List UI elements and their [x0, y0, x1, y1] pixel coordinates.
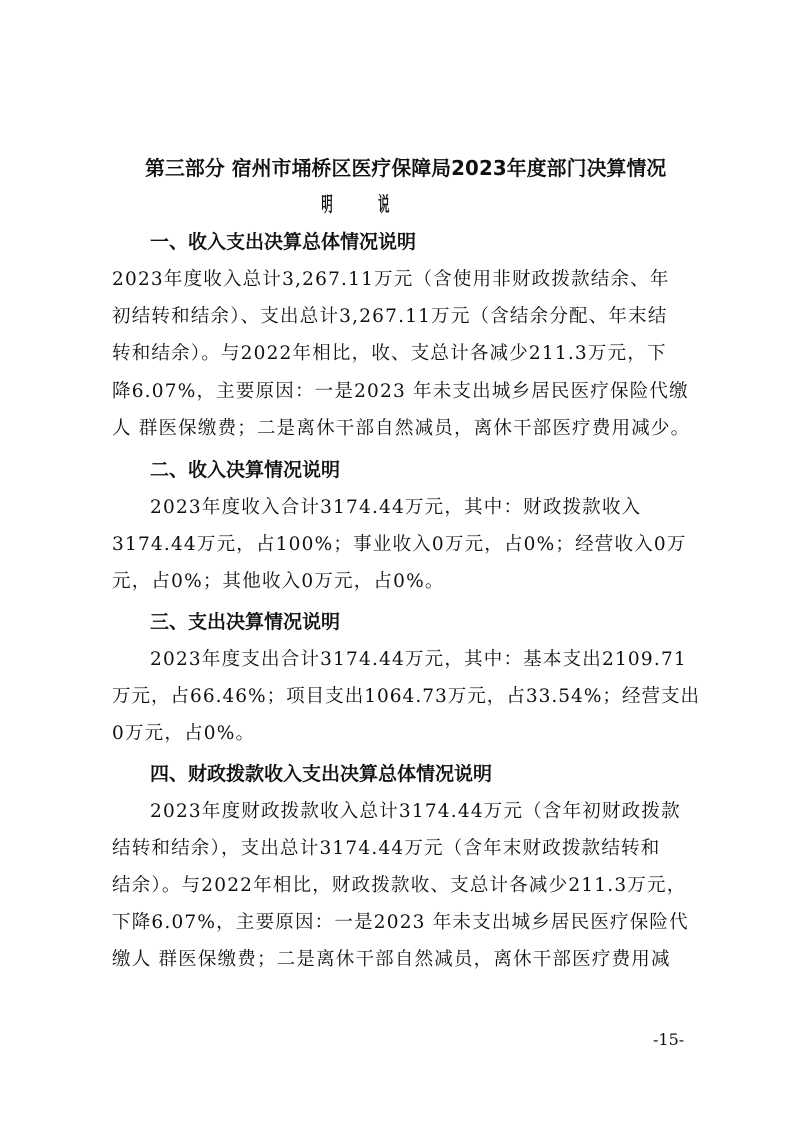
page-title: 第三部分 宿州市埇桥区医疗保障局2023年度部门决算情况	[145, 156, 667, 180]
paragraph-line: 2023年度财政拨款收入总计3174.44万元（含年初财政拨款	[150, 801, 681, 822]
section-heading-3: 三、支出决算情况说明	[150, 611, 341, 633]
section-heading-1: 一、收入支出决算总体情况说明	[150, 231, 417, 253]
paragraph-line: 2023年度收入总计3,267.11万元（含使用非财政拨款结余、年	[112, 269, 670, 290]
section-heading-4: 四、财政拨款收入支出决算总体情况说明	[150, 763, 493, 785]
paragraph-line: 初结转和结余）、支出总计3,267.11万元（含结余分配、年末结	[112, 306, 668, 327]
paragraph-line: 下降6.07%，主要原因：一是2023 年未支出城乡居民医疗保险代	[112, 912, 689, 933]
page-number: -15-	[653, 1030, 685, 1049]
page-title-continued	[378, 188, 700, 217]
paragraph-line: 3174.44万元，占100%；事业收入0万元，占0%；经营收入0万	[112, 534, 687, 555]
paragraph-line: 人 群医保缴费；二是离休干部自然减员，离休干部医疗费用减少。	[112, 418, 691, 439]
paragraph-line: 2023年度支出合计3174.44万元，其中：基本支出2109.71	[150, 649, 687, 670]
paragraph-line: 万元，占66.46%；项目支出1064.73万元，占33.54%；经营支出	[112, 686, 700, 707]
paragraph-line: 元，占0%；其他收入0万元，占0%。	[112, 571, 445, 592]
section-heading-2: 二、收入决算情况说明	[150, 459, 341, 481]
paragraph-line: 转和结余）。与2022年相比，收、支总计各减少211.3万元，下	[112, 343, 667, 364]
paragraph-line: 结余）。与2022年相比，财政拨款收、支总计各减少211.3万元，	[112, 875, 687, 896]
paragraph-line: 2023年度收入合计3174.44万元，其中：财政拨款收入	[150, 497, 642, 518]
paragraph-line: 结转和结余），支出总计3174.44万元（含年末财政拨款结转和	[112, 838, 661, 859]
paragraph-line: 0万元，占0%。	[112, 723, 256, 744]
paragraph-line: 降6.07%，主要原因：一是2023 年未支出城乡居民医疗保险代缴	[112, 381, 689, 402]
paragraph-line: 缴人 群医保缴费；二是离休干部自然减员，离休干部医疗费用减	[112, 949, 671, 970]
